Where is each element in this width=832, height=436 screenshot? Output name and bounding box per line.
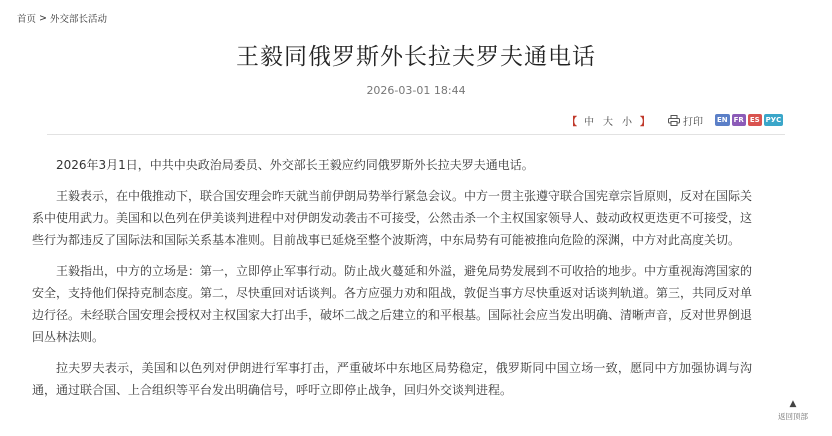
language-switcher (715, 114, 783, 126)
article-toolbar (567, 112, 782, 128)
article-paragraph: 2026年3月1日，中共中央政治局委员、外交部长王毅应约同俄罗斯外长拉夫罗夫通电话。 (56, 158, 534, 172)
article-title: 王毅同俄罗斯外长拉夫罗夫通电话 (236, 44, 596, 70)
print-label: 打印 (683, 116, 703, 128)
breadcrumb-home-link[interactable]: 首页 (17, 14, 37, 25)
article-paragraph: 拉夫罗夫表示，美国和以色列对伊朗进行军事打击，严重破坏中东地区局势稳定，俄罗斯同中国立场一致，愿同中方加强协调与沟通，通过联合国、上合组织等平台发出明确信号，呼吁立即停止战争，回归外交谈判进程。 (32, 361, 752, 397)
lang-es-button[interactable]: ES (749, 116, 760, 124)
breadcrumb-separator: > (39, 12, 47, 24)
arrow-up-icon: ▲ (789, 399, 797, 409)
breadcrumb-section-link[interactable]: 外交部长活动 (49, 14, 107, 25)
back-to-top-button[interactable] (773, 399, 813, 422)
article-paragraph: 王毅表示，在中俄推动下，联合国安理会昨天就当前伊朗局势举行紧急会议。中方一贯主张遵守联合国宪章宗旨原则，反对在国际关系中使用武力。美国和以色列在伊美谈判进程中对伊朗发动袭击不可接受，公然击杀一个主权国家领导人、鼓动政权更迭更不可接受，这些行为都违反了国际法和国际关系基本准则。目前战事已延烧至整个波斯湾，中东局势有可能被推向危险的深渊，中方对此高度关切。 (32, 189, 753, 247)
lang-ru-button[interactable]: РУС (765, 116, 782, 124)
publish-datetime: 2026-03-01 18:44 (366, 84, 466, 97)
font-size-small-button[interactable]: 小 (622, 116, 632, 128)
lang-en-button[interactable]: EN (717, 116, 728, 124)
print-button[interactable] (668, 113, 703, 128)
article-body (32, 154, 752, 410)
printer-icon (668, 115, 680, 126)
font-size-medium-button[interactable]: 大 (603, 116, 613, 128)
article-paragraph: 王毅指出，中方的立场是：第一，立即停止军事行动。防止战火蔓延和外溢，避免局势发展到不可收拾的地步。中方重视海湾国家的安全，支持他们保持克制态度。第二，尽快重回对话谈判。各方应强力劝和阻战，敦促当事方尽快重返对话谈判轨道。第三，共同反对单边行径。未经联合国安理会授权对主权国家大打出手，破坏二战之后建立的和平根基。国际社会应当发出明确、清晰声音，反对世界倒退回丛林法则。 (32, 264, 753, 344)
font-size-bracket-open: 【 (567, 116, 577, 128)
breadcrumb (17, 11, 107, 25)
font-size-bracket-close: 】 (640, 116, 650, 128)
font-size-large-button[interactable]: 中 (584, 116, 594, 128)
back-to-top-label: 返回顶部 (778, 412, 808, 421)
lang-fr-button[interactable]: FR (733, 116, 744, 124)
header-divider (47, 134, 785, 135)
